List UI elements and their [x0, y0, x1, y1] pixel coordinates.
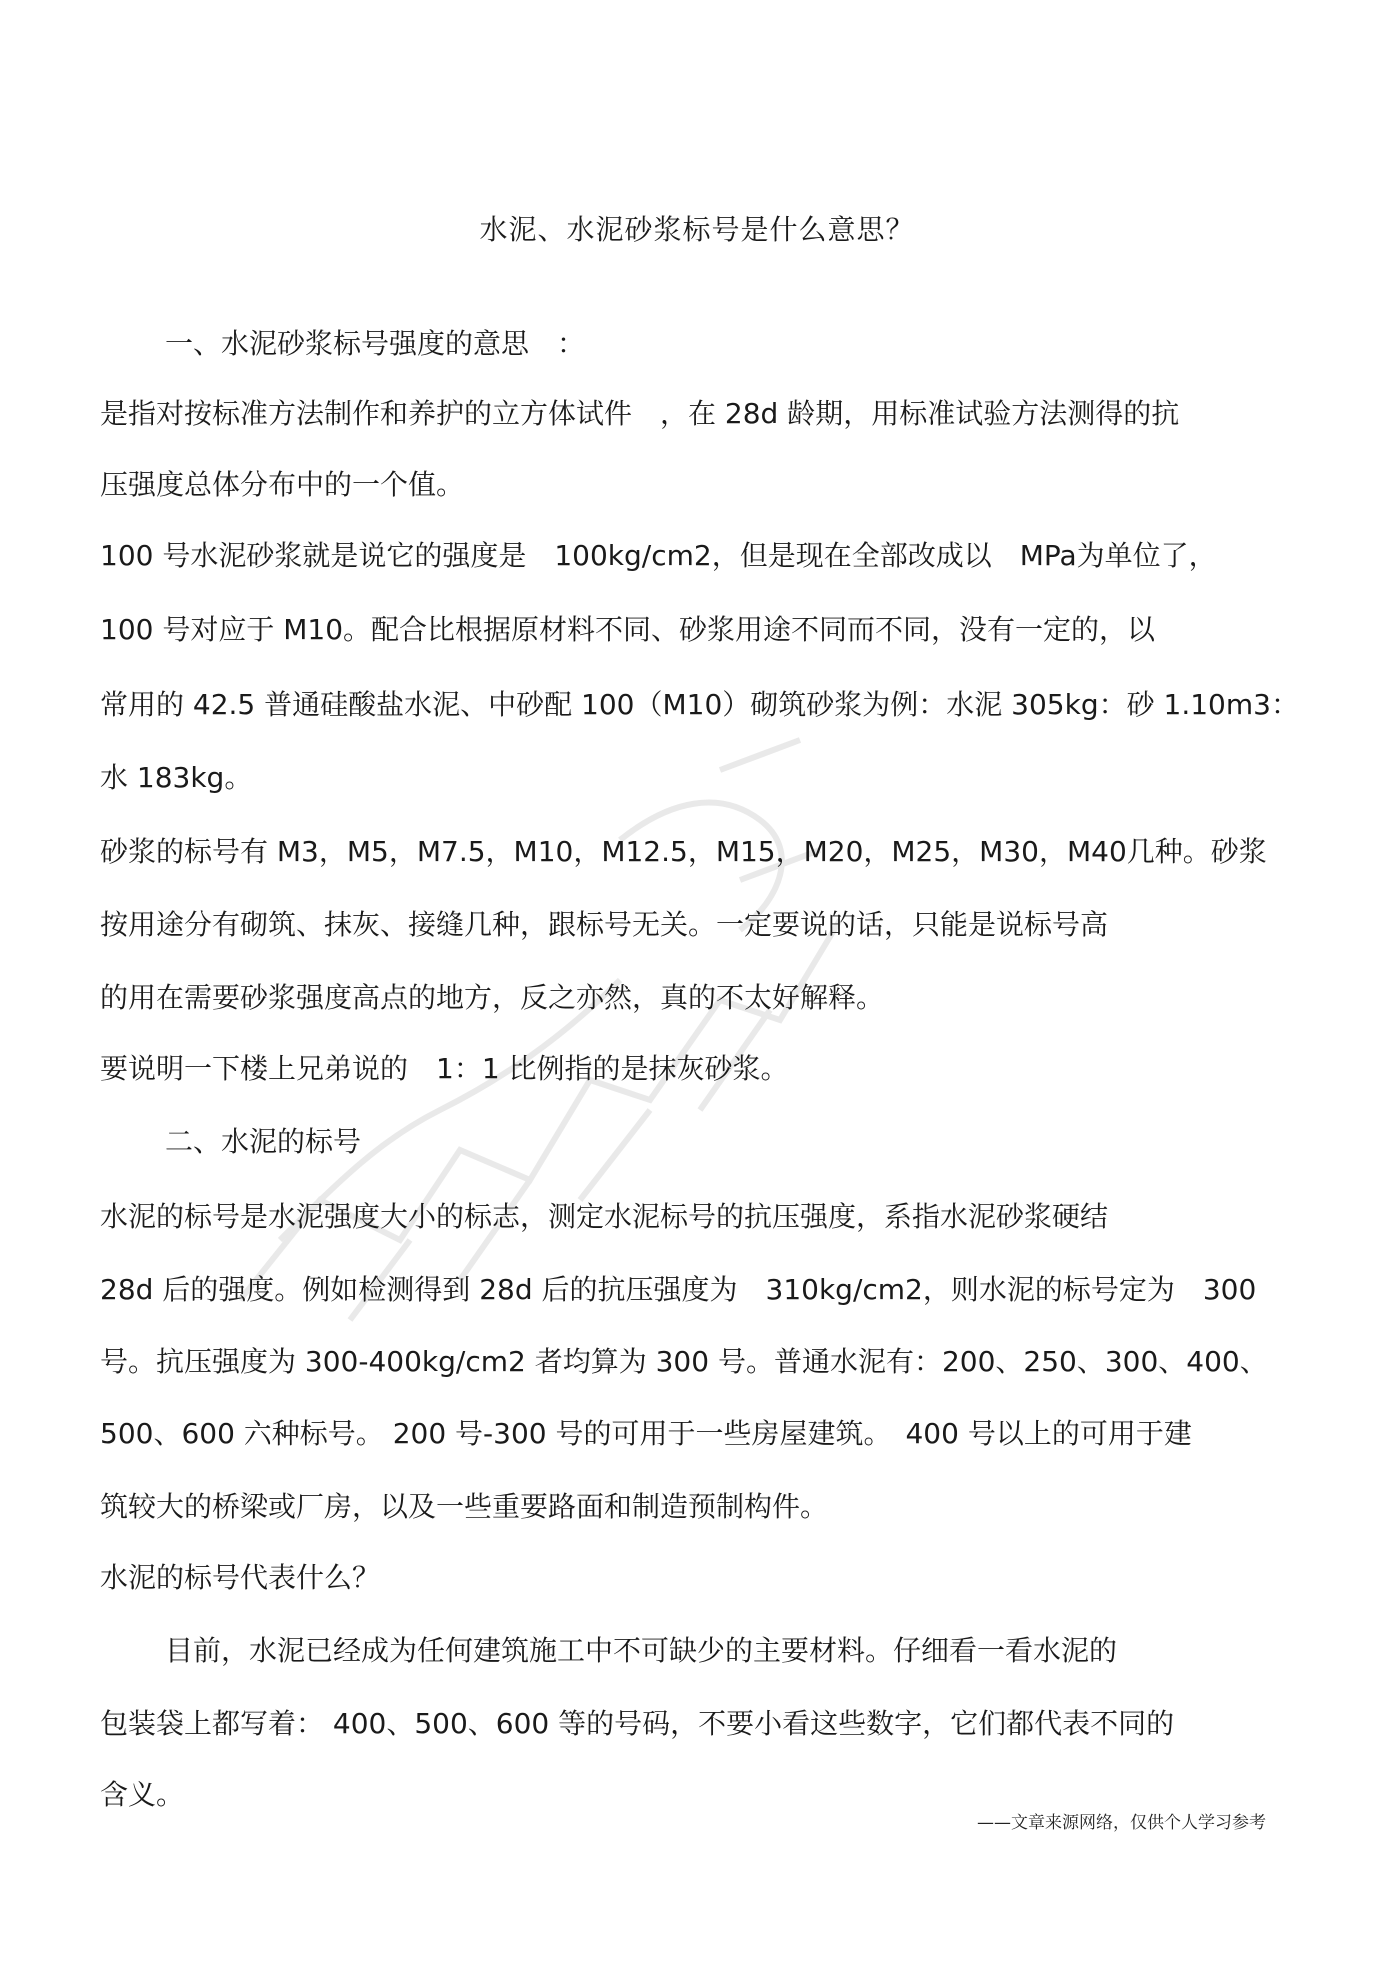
- paragraph-line: 是指对按标准方法制作和养护的立方体试件 ，在 28d 龄期，用标准试验方法测得的抗: [100, 397, 1180, 430]
- paragraph-line: 目前，水泥已经成为任何建筑施工中不可缺少的主要材料。仔细看一看水泥的: [165, 1634, 1118, 1667]
- paragraph-line: 水泥的标号是水泥强度大小的标志，测定水泥标号的抗压强度，系指水泥砂浆硬结: [100, 1200, 1109, 1233]
- page-title: 水泥、水泥砂浆标号是什么意思？: [479, 213, 915, 246]
- source-footer: ——文章来源网络，仅供个人学习参考: [977, 1813, 1266, 1833]
- paragraph-line: 按用途分有砌筑、抹灰、接缝几种，跟标号无关。一定要说的话，只能是说标号高: [100, 908, 1109, 941]
- paragraph-line: 500、600 六种标号。 200 号-300 号的可用于一些房屋建筑。 400 号以上的可用于建: [100, 1417, 1192, 1450]
- paragraph-line: 的用在需要砂浆强度高点的地方，反之亦然，真的不太好解释。: [100, 981, 885, 1014]
- paragraph-line: 砂浆的标号有 M3，M5，M7.5，M10，M12.5，M15，M20，M25，M30，M40几种。砂浆: [100, 835, 1267, 868]
- paragraph-line: 号。抗压强度为 300-400kg/cm2 者均算为 300 号。普通水泥有：200、250、300、400、: [100, 1345, 1268, 1378]
- paragraph-line: 筑较大的桥梁或厂房，以及一些重要路面和制造预制构件。: [100, 1490, 829, 1523]
- paragraph-line: 28d 后的强度。例如检测得到 28d 后的抗压强度为 310kg/cm2，则水泥的标号定为 300: [100, 1273, 1257, 1306]
- paragraph-line: 100 号对应于 M10。配合比根据原材料不同、砂浆用途不同而不同，没有一定的，以: [100, 613, 1156, 646]
- paragraph-line: 常用的 42.5 普通硅酸盐水泥、中砂配 100（M10）砌筑砂浆为例：水泥 305kg：砂 1.10m3：: [100, 688, 1299, 721]
- section-heading-3: 水泥的标号代表什么？: [100, 1561, 381, 1594]
- section-heading-1: 一、水泥砂浆标号强度的意思 ：: [165, 327, 586, 360]
- paragraph-line: 含义。: [100, 1778, 185, 1811]
- paragraph-line: 压强度总体分布中的一个值。: [100, 468, 465, 501]
- section-heading-2: 二、水泥的标号: [165, 1125, 362, 1158]
- paragraph-line: 包装袋上都写着： 400、500、600 等的号码，不要小看这些数字，它们都代表不同的: [100, 1707, 1175, 1740]
- paragraph-line: 要说明一下楼上兄弟说的 1：1 比例指的是抹灰砂浆。: [100, 1052, 789, 1085]
- paragraph-line: 100 号水泥砂浆就是说它的强度是 100kg/cm2，但是现在全部改成以 MPa为单位了，: [100, 539, 1217, 572]
- paragraph-line: 水 183kg。: [100, 761, 253, 794]
